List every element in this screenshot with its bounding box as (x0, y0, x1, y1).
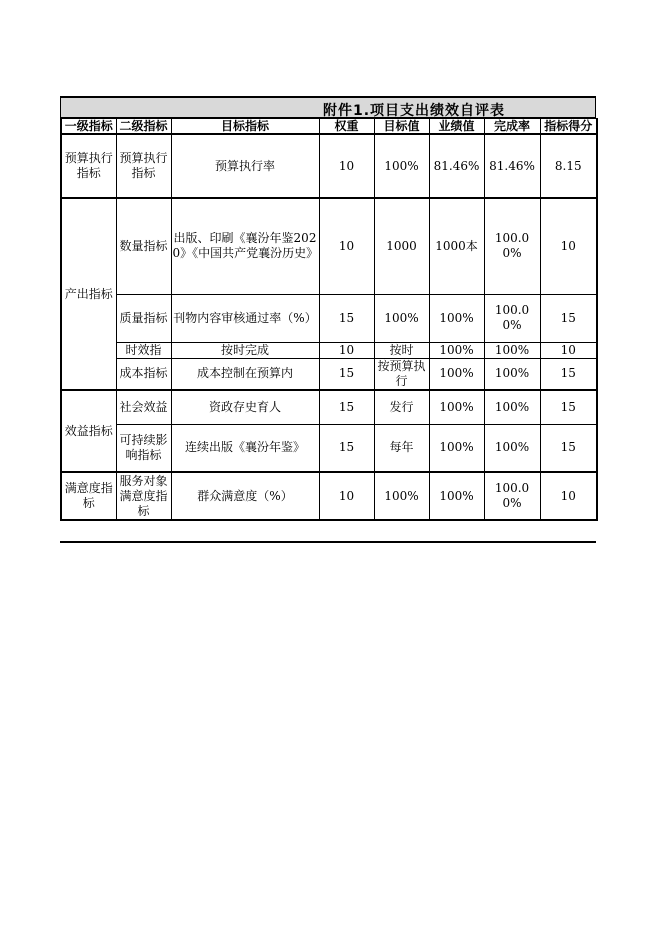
level2-cell: 时效指 (116, 342, 171, 358)
rate-cell: 81.46% (484, 134, 540, 198)
table-row (61, 358, 597, 390)
score-cell: 15 (540, 358, 597, 390)
target-cell: 按时完成 (171, 342, 319, 358)
rate-cell: 100% (484, 342, 540, 358)
header-level2: 二级指标 (116, 119, 171, 135)
header-level1: 一级指标 (61, 119, 116, 135)
performance-sheet (60, 96, 596, 521)
table-row (61, 294, 597, 342)
level2-cell: 服务对象满意度指标 (116, 472, 171, 520)
actual-cell: 100% (429, 472, 484, 520)
weight-cell: 10 (319, 198, 374, 294)
score-cell: 10 (540, 472, 597, 520)
goal-cell: 每年 (374, 424, 429, 472)
score-cell: 10 (540, 342, 597, 358)
target-cell: 刊物内容审核通过率（%） (171, 294, 319, 342)
goal-cell: 按预算执行 (374, 358, 429, 390)
header-rate: 完成率 (484, 119, 540, 135)
goal-cell: 100% (374, 134, 429, 198)
level1-cell: 满意度指标 (61, 472, 116, 520)
level1-cell: 产出指标 (61, 198, 116, 390)
target-cell: 预算执行率 (171, 134, 319, 198)
header-target: 目标指标 (171, 119, 319, 135)
weight-cell: 15 (319, 390, 374, 424)
actual-cell: 81.46% (429, 134, 484, 198)
level2-cell: 成本指标 (116, 358, 171, 390)
level2-cell: 可持续影响指标 (116, 424, 171, 472)
score-cell: 15 (540, 424, 597, 472)
level2-cell: 数量指标 (116, 198, 171, 294)
weight-cell: 10 (319, 472, 374, 520)
header-weight: 权重 (319, 119, 374, 135)
table-row (61, 472, 597, 520)
goal-cell: 1000 (374, 198, 429, 294)
score-cell: 15 (540, 294, 597, 342)
level2-cell: 质量指标 (116, 294, 171, 342)
score-cell: 8.15 (540, 134, 597, 198)
score-cell: 15 (540, 390, 597, 424)
target-cell: 群众满意度（%） (171, 472, 319, 520)
rate-cell: 100% (484, 358, 540, 390)
bottom-rule (60, 541, 596, 543)
weight-cell: 10 (319, 342, 374, 358)
header-goal: 目标值 (374, 119, 429, 135)
weight-cell: 15 (319, 294, 374, 342)
target-cell: 连续出版《襄汾年鉴》 (171, 424, 319, 472)
table-row (61, 134, 597, 198)
header-row (61, 119, 597, 135)
performance-table (60, 118, 598, 521)
actual-cell: 100% (429, 294, 484, 342)
goal-cell: 发行 (374, 390, 429, 424)
rate-cell: 100.00% (484, 294, 540, 342)
level1-cell: 效益指标 (61, 390, 116, 472)
target-cell: 资政存史育人 (171, 390, 319, 424)
level1-cell: 预算执行指标 (61, 134, 116, 198)
rate-cell: 100% (484, 390, 540, 424)
target-cell: 出版、印刷《襄汾年鉴2020》《中国共产党襄汾历史》 (171, 198, 319, 294)
weight-cell: 10 (319, 134, 374, 198)
weight-cell: 15 (319, 424, 374, 472)
header-score: 指标得分 (540, 119, 597, 135)
actual-cell: 100% (429, 424, 484, 472)
rate-cell: 100.00% (484, 472, 540, 520)
rate-cell: 100.00% (484, 198, 540, 294)
actual-cell: 100% (429, 390, 484, 424)
table-row (61, 390, 597, 424)
table-row (61, 424, 597, 472)
title-bar (60, 96, 596, 118)
level2-cell: 社会效益 (116, 390, 171, 424)
score-cell: 10 (540, 198, 597, 294)
goal-cell: 按时 (374, 342, 429, 358)
header-actual: 业绩值 (429, 119, 484, 135)
weight-cell: 15 (319, 358, 374, 390)
goal-cell: 100% (374, 472, 429, 520)
level2-cell: 预算执行指标 (116, 134, 171, 198)
table-row (61, 198, 597, 294)
rate-cell: 100% (484, 424, 540, 472)
actual-cell: 1000本 (429, 198, 484, 294)
actual-cell: 100% (429, 342, 484, 358)
actual-cell: 100% (429, 358, 484, 390)
goal-cell: 100% (374, 294, 429, 342)
table-row (61, 342, 597, 358)
sheet-title: 附件1.项目支出绩效自评表 (323, 103, 506, 119)
target-cell: 成本控制在预算内 (171, 358, 319, 390)
